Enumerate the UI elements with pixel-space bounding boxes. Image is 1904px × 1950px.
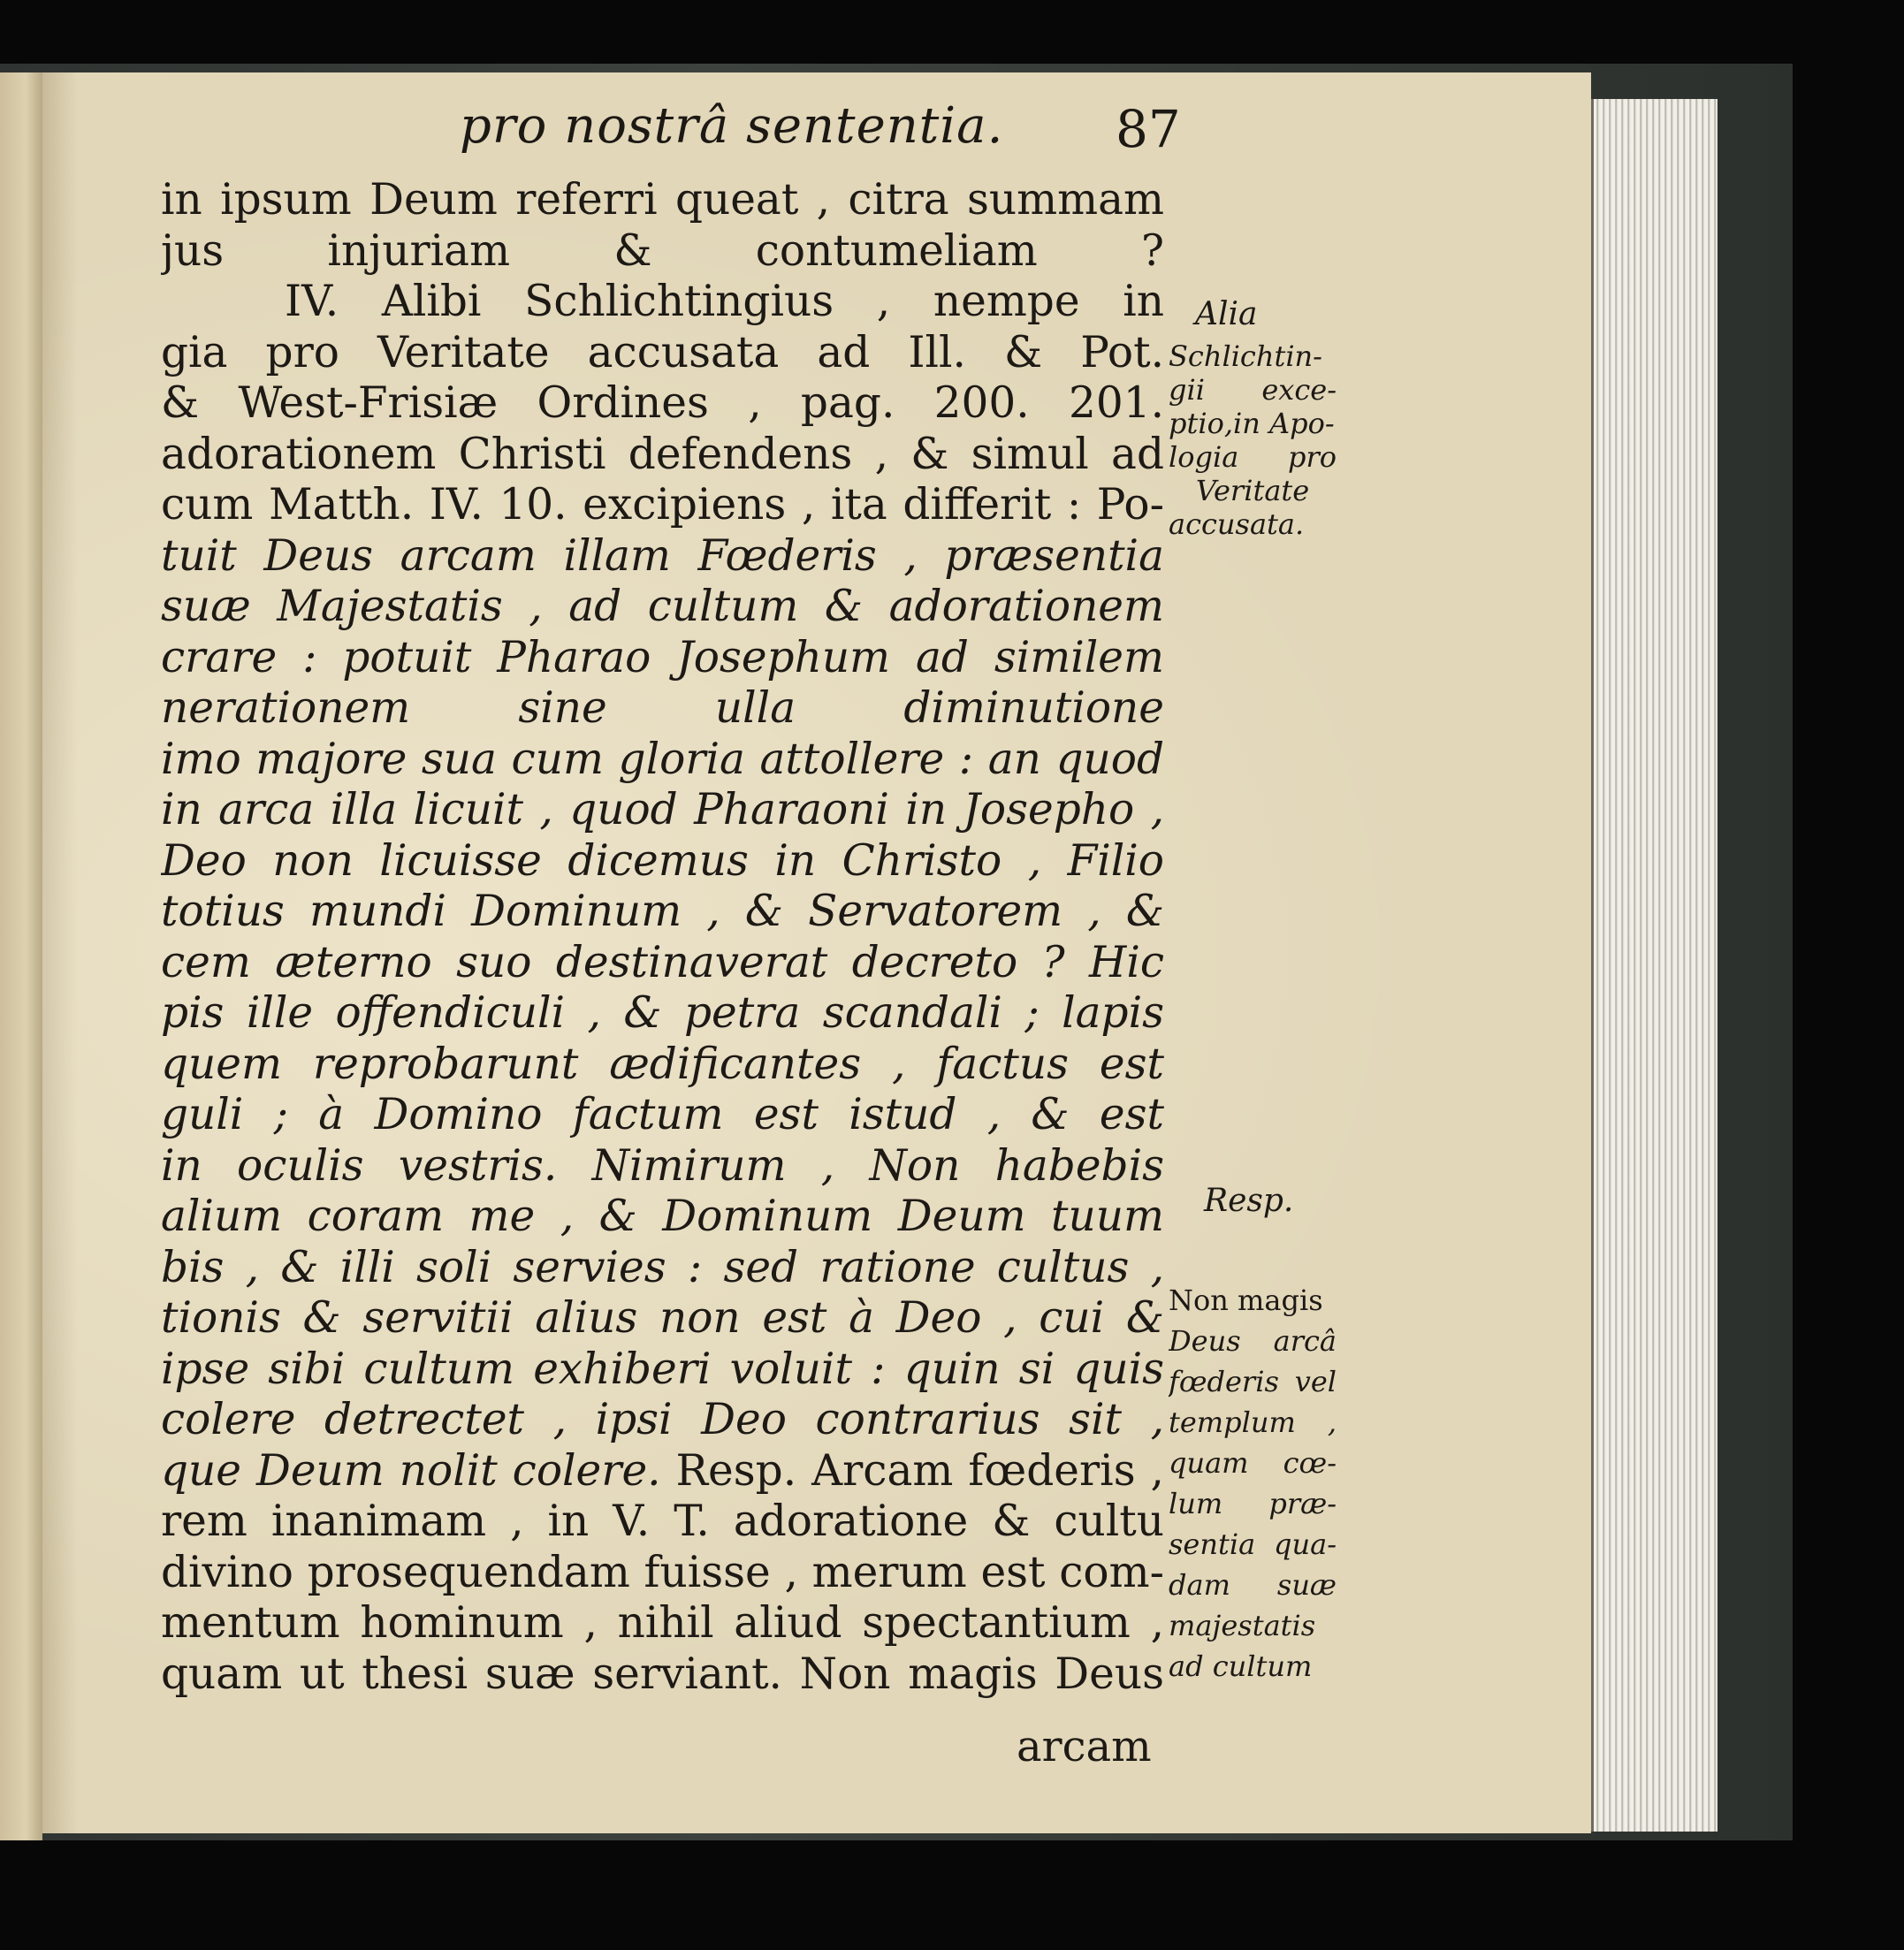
margin-note-line: quam cœ- <box>1169 1446 1337 1480</box>
margin-note-line: Deus arcâ <box>1169 1324 1337 1358</box>
margin-notes <box>1169 0 1337 1950</box>
text-line: rem inanimam , in V. T. adoratione & cultu <box>161 1497 1164 1546</box>
margin-note-line: ptio,in Apo- <box>1169 407 1335 440</box>
page-block-edges <box>1591 99 1717 1832</box>
text-line: in ipsum Deum referri queat , citra summam <box>161 175 1164 225</box>
margin-note-line: Resp. <box>1204 1184 1294 1218</box>
margin-note-line: Non magis <box>1169 1283 1323 1317</box>
margin-note-line: logia pro <box>1169 440 1337 474</box>
text-line: colere detrectet , ipsi Deo contrarius sit , <box>161 1395 1164 1444</box>
text-line: divino prosequendam fuisse , merum est com- <box>161 1547 1164 1597</box>
text-line: jus injuriam & contumeliam ? <box>161 225 1164 276</box>
margin-note-line: fœderis vel <box>1169 1365 1337 1398</box>
text-line: guli ; à Domino factum est istud , & est <box>161 1090 1164 1139</box>
margin-note-non-magis <box>1169 1280 1337 1687</box>
margin-note-line: Schlichtin- <box>1169 339 1322 373</box>
text-line: quam ut thesi suæ serviant. Non magis Deus <box>161 1649 1164 1699</box>
margin-note-line: Alia <box>1195 296 1258 332</box>
text-line: suæ Majestatis , ad cultum & adorationem <box>161 582 1164 631</box>
text-line-italic-part: que Deum nolit colere. <box>161 1445 661 1496</box>
margin-note-line: lum præ- <box>1169 1487 1337 1520</box>
text-line: tionis & servitii alius non est à Deo , cui & <box>161 1293 1164 1343</box>
text-line: mentum hominum , nihil aliud spectantium , <box>161 1598 1164 1648</box>
margin-note-line: sentia qua- <box>1169 1527 1337 1561</box>
margin-note-line: majestatis <box>1169 1609 1316 1642</box>
main-text-column <box>161 175 1164 1700</box>
text-line: tuit Deus arcam illam Fœderis , præsentia <box>161 530 1164 581</box>
text-line: totius mundi Dominum , & Servatorem , & <box>161 887 1164 936</box>
text-line: nerationem sine ulla diminutione <box>161 683 1164 733</box>
page-number: 87 <box>1116 99 1181 159</box>
text-line: imo majore sua cum gloria attollere : an quod <box>161 734 1164 784</box>
margin-note-line: ad cultum <box>1169 1649 1313 1683</box>
running-title: pro nostrâ sententia. <box>460 97 1004 155</box>
text-line: & West-Frisiæ Ordines , pag. 200. 201. <box>161 378 1164 428</box>
text-line: bis , & illi soli servies : sed ratione cultus , <box>161 1242 1164 1292</box>
text-line: adorationem Christi defendens , & simul ad <box>161 429 1164 479</box>
text-line: quem reprobarunt ædificantes , factus est <box>161 1039 1164 1089</box>
text-line: ipse sibi cultum exhiberi voluit : quin si quis <box>161 1344 1164 1394</box>
text-line: alium coram me , & Dominum Deum tuum <box>161 1192 1164 1241</box>
text-line: cem æterno suo destinaverat decreto ? Hic <box>161 937 1164 987</box>
margin-note-line: gii exce- <box>1169 373 1337 407</box>
catchword: arcam <box>1017 1722 1152 1771</box>
text-line: in oculis vestris. Nimirum , Non habebis <box>161 1140 1164 1191</box>
text-line: in arca illa licuit , quod Pharaoni in Josepho , <box>161 785 1164 834</box>
text-line-roman-part: Resp. Arcam fœderis , <box>660 1445 1164 1496</box>
text-line: IV. Alibi Schlichtingius , nempe in <box>285 277 1164 326</box>
previous-page-edge <box>0 72 42 1840</box>
text-line: Deo non licuisse dicemus in Christo , Filio <box>161 835 1164 886</box>
margin-note-line: Veritate <box>1195 474 1310 507</box>
margin-note-alia <box>1169 290 1337 541</box>
margin-note-line: dam suæ <box>1169 1568 1337 1602</box>
margin-note-line: accusata. <box>1169 507 1305 541</box>
text-line <box>161 1446 1164 1497</box>
text-line: gia pro Veritate accusata ad Ill. & Pot. <box>161 327 1164 377</box>
margin-note-resp <box>1169 1184 1337 1218</box>
margin-note-line: templum , <box>1169 1405 1337 1439</box>
text-line: cum Matth. IV. 10. excipiens , ita differit : Po- <box>161 480 1164 529</box>
text-line: crare : potuit Pharao Josephum ad similem <box>161 632 1164 682</box>
text-line: pis ille offendiculi , & petra scandali ; lapis <box>161 988 1164 1038</box>
